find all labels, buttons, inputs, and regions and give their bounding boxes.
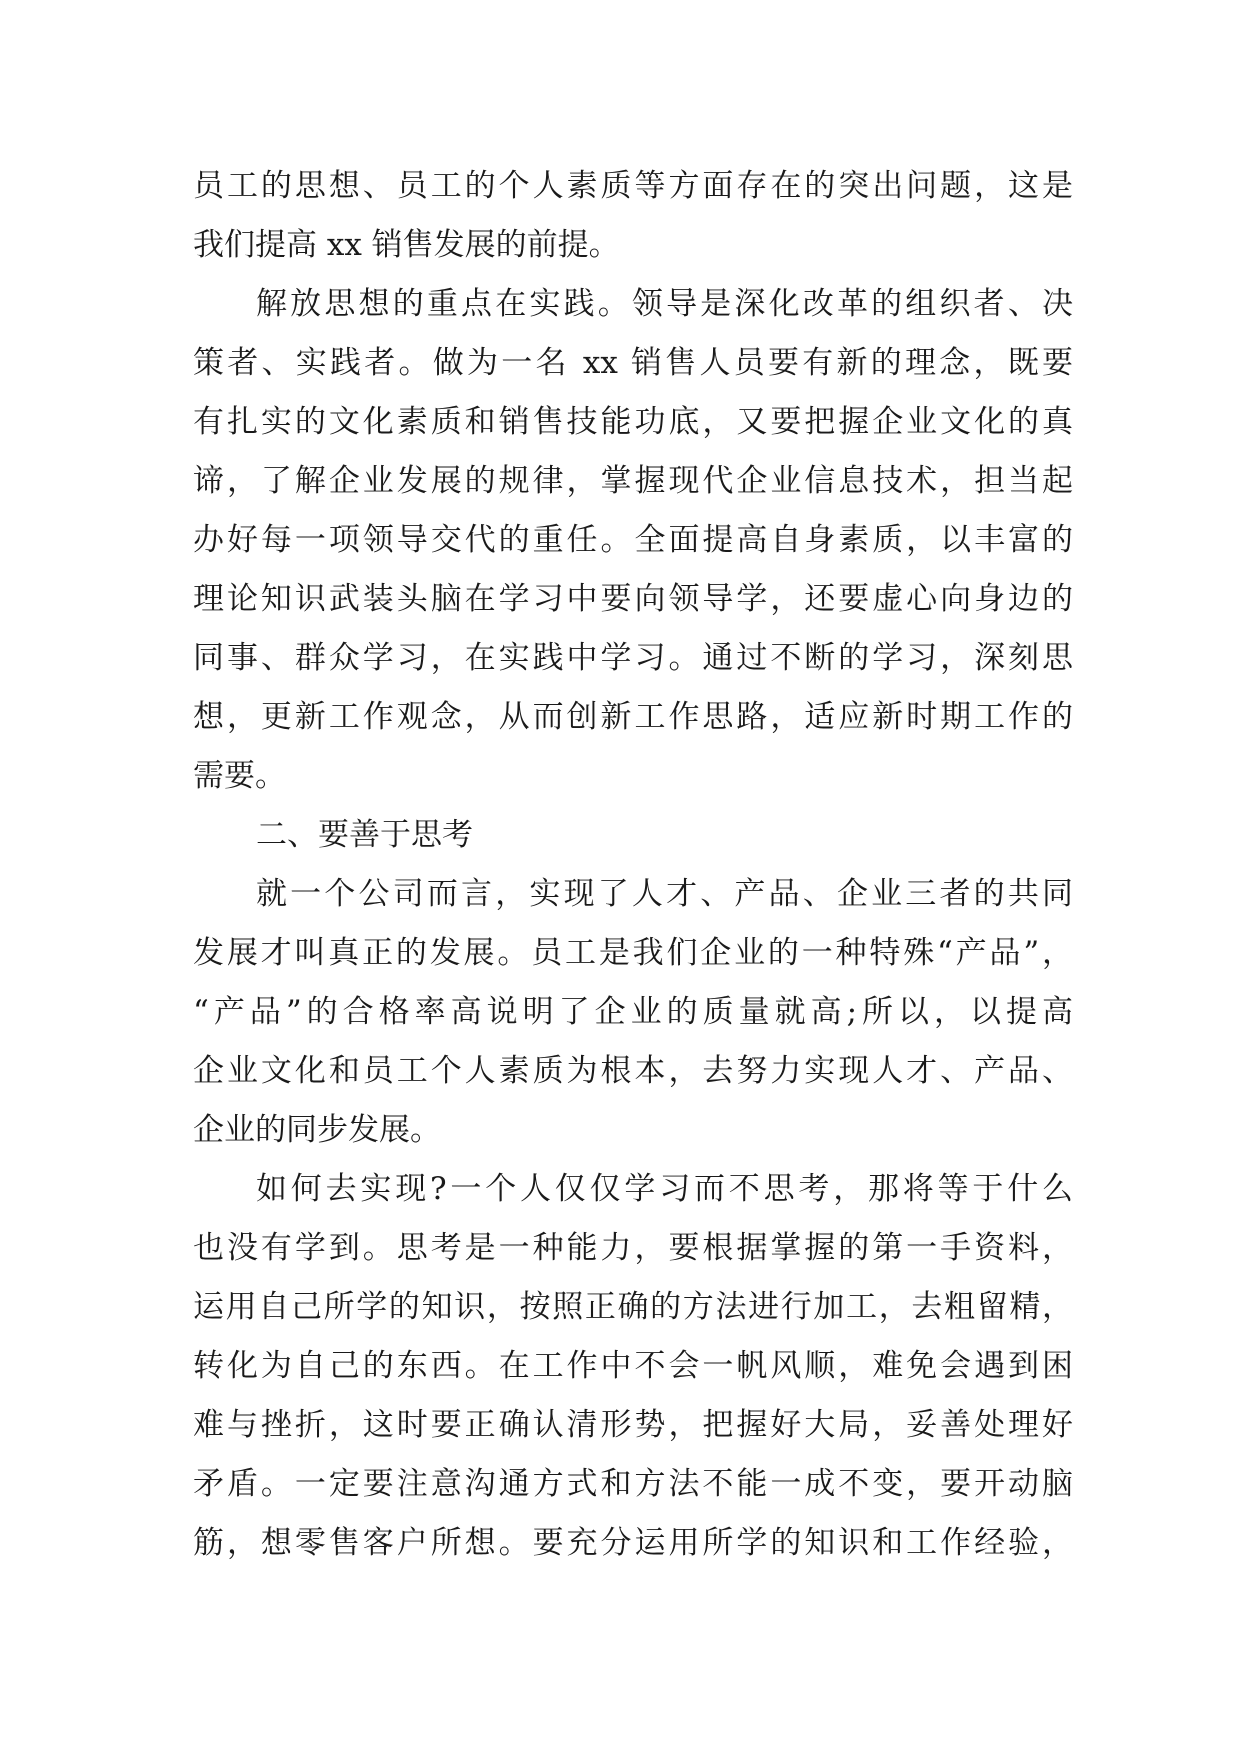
text-line: 企业文化和员工个人素质为根本，去努力实现人才、产品、: [193, 1053, 1073, 1089]
paragraph-3: [193, 865, 1073, 1160]
text-line: 也没有学到。思考是一种能力，要根据掌握的第一手资料，: [193, 1230, 1073, 1266]
section-heading: 二、要善于思考: [256, 817, 473, 853]
text-line: “产品”的合格率高说明了企业的质量就高;所以，以提高: [193, 994, 1073, 1030]
paragraph-4: [193, 1160, 1073, 1573]
text-line: 理论知识武装头脑在学习中要向领导学，还要虚心向身边的: [193, 581, 1073, 617]
text-line: 矛盾。一定要注意沟通方式和方法不能一成不变，要开动脑: [193, 1466, 1073, 1502]
paragraph-1: [193, 157, 1073, 275]
text-line: 难与挫折，这时要正确认清形势，把握好大局，妥善处理好: [193, 1407, 1073, 1443]
text-line: 有扎实的文化素质和销售技能功底，又要把握企业文化的真: [193, 404, 1073, 440]
text-line: 同事、群众学习，在实践中学习。通过不断的学习，深刻思: [193, 640, 1073, 676]
text-line: 我们提高 xx 销售发展的前提。: [193, 227, 620, 263]
text-line: 发展才叫真正的发展。员工是我们企业的一种特殊“产品”，: [193, 935, 1073, 971]
text-line: 就一个公司而言，实现了人才、产品、企业三者的共同: [256, 876, 1073, 912]
text-line: 谛，了解企业发展的规律，掌握现代企业信息技术，担当起: [193, 463, 1073, 499]
text-line: 企业的同步发展。: [193, 1112, 441, 1148]
text-line: 转化为自己的东西。在工作中不会一帆风顺，难免会遇到困: [193, 1348, 1073, 1384]
document-body: [193, 157, 1073, 1573]
text-line: 解放思想的重点在实践。领导是深化改革的组织者、决: [256, 286, 1073, 322]
text-line: 想，更新工作观念，从而创新工作思路，适应新时期工作的: [193, 699, 1073, 735]
text-line: 运用自己所学的知识，按照正确的方法进行加工，去粗留精，: [193, 1289, 1073, 1325]
text-line: 筋，想零售客户所想。要充分运用所学的知识和工作经验，: [193, 1525, 1073, 1561]
text-line: 需要。: [193, 758, 286, 794]
paragraph-2: [193, 275, 1073, 806]
text-line: 员工的思想、员工的个人素质等方面存在的突出问题，这是: [193, 168, 1073, 204]
text-line: 策者、实践者。做为一名 xx 销售人员要有新的理念，既要: [193, 345, 1073, 381]
text-line: 如何去实现?一个人仅仅学习而不思考，那将等于什么: [256, 1171, 1073, 1207]
text-line: 办好每一项领导交代的重任。全面提高自身素质，以丰富的: [193, 522, 1073, 558]
